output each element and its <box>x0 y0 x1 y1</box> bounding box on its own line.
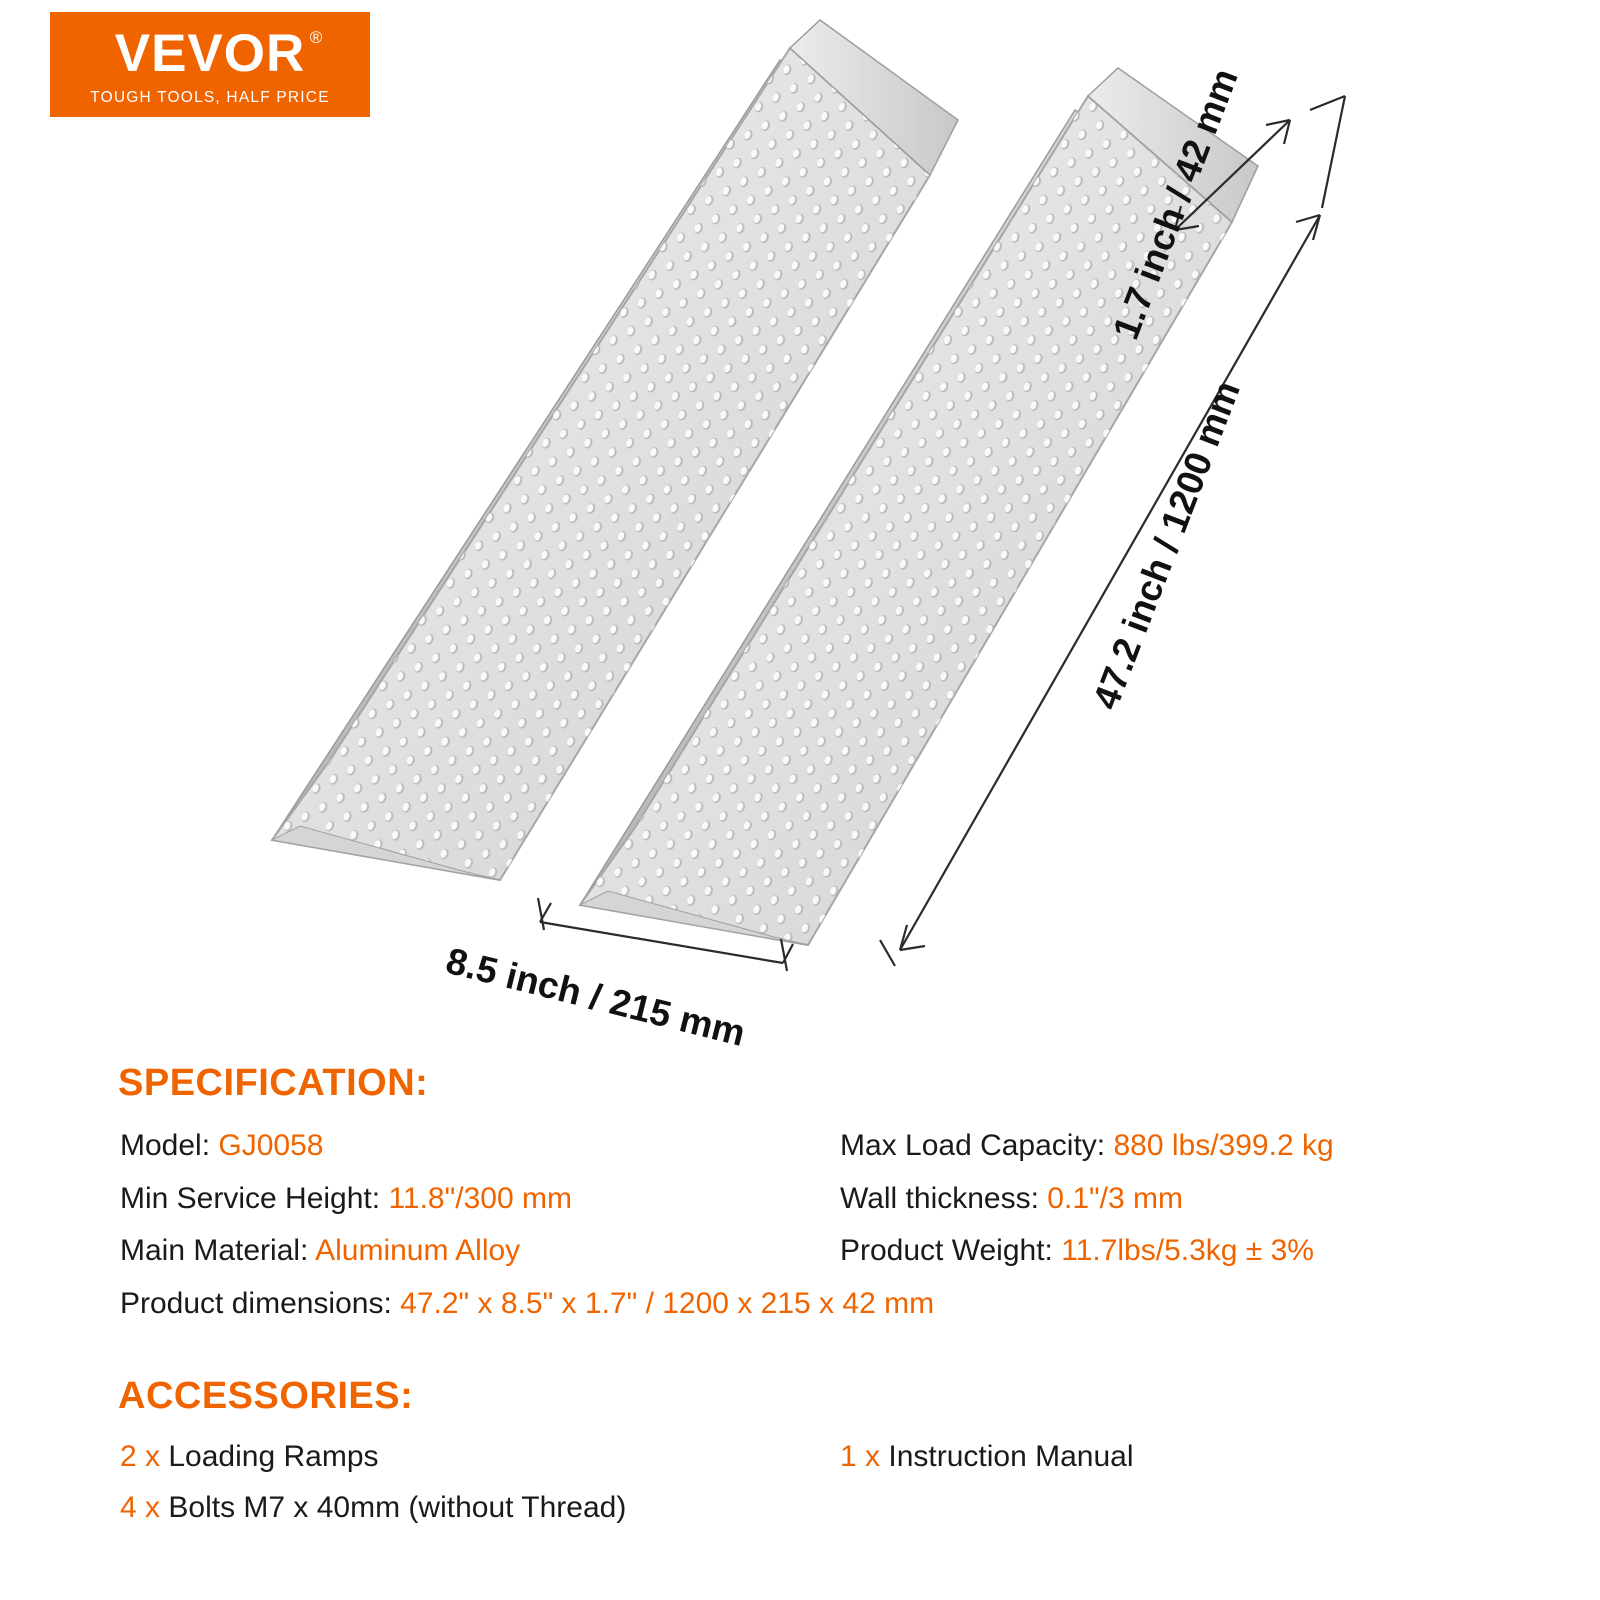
accessory-instruction-manual-label: Instruction Manual <box>888 1440 1134 1473</box>
accessory-bolts <box>120 1484 1480 1533</box>
accessories-list <box>120 1432 1480 1533</box>
accessories-heading: ACCESSORIES: <box>118 1375 414 1417</box>
spec-model-value: GJ0058 <box>218 1129 324 1162</box>
spec-product-dimensions <box>120 1280 1480 1329</box>
spec-main-material-value: Aluminum Alloy <box>315 1234 521 1268</box>
spec-max-load-value: 880 lbs/399.2 kg <box>1113 1129 1334 1162</box>
accessory-instruction-manual-qty: 1 x <box>840 1440 881 1473</box>
spec-product-dimensions-value: 47.2" x 8.5" x 1.7" / 1200 x 215 x 42 mm <box>400 1286 935 1320</box>
dimension-label-height: 1.7 inch / 42 mm <box>1105 63 1246 345</box>
spec-model <box>120 1122 840 1171</box>
brand-tagline: TOUGH TOOLS, HALF PRICE <box>90 88 330 106</box>
accessory-bolts-label: Bolts M7 x 40mm (without Thread) <box>168 1490 627 1524</box>
spec-wall-thickness-label: Wall thickness: <box>840 1181 1039 1215</box>
spec-max-load <box>840 1122 1480 1171</box>
spec-product-weight-value: 11.7lbs/5.3kg ± 3% <box>1061 1234 1314 1268</box>
accessory-row <box>120 1432 1480 1483</box>
spec-wall-thickness <box>840 1175 1480 1224</box>
spec-main-material <box>120 1227 840 1276</box>
dimension-label-width: 8.5 inch / 215 mm <box>442 940 750 1054</box>
spec-row <box>120 1120 1480 1173</box>
spec-row <box>120 1173 1480 1226</box>
spec-max-load-label: Max Load Capacity: <box>840 1129 1106 1162</box>
spec-min-service-height-label: Min Service Height: <box>120 1181 381 1215</box>
spec-main-material-label: Main Material: <box>120 1234 309 1268</box>
accessory-loading-ramps-qty: 2 x <box>120 1440 161 1473</box>
spec-min-service-height <box>120 1175 840 1224</box>
spec-product-dimensions-label: Product dimensions: <box>120 1286 392 1320</box>
dimension-label-length: 47.2 inch / 1200 mm <box>1085 375 1248 715</box>
accessory-instruction-manual <box>840 1433 1480 1482</box>
brand-name-text: VEVOR <box>114 23 306 83</box>
spec-model-label: Model: <box>120 1129 211 1162</box>
spec-product-weight-label: Product Weight: <box>840 1234 1053 1268</box>
spec-product-weight <box>840 1227 1480 1276</box>
registered-mark-icon: ® <box>309 27 324 47</box>
spec-wall-thickness-value: 0.1"/3 mm <box>1047 1181 1183 1215</box>
accessory-bolts-qty: 4 x <box>120 1490 161 1524</box>
specification-table <box>120 1120 1480 1330</box>
specification-heading: SPECIFICATION: <box>118 1062 429 1104</box>
accessory-loading-ramps <box>120 1433 840 1482</box>
spec-min-service-height-value: 11.8"/300 mm <box>388 1181 572 1215</box>
spec-row <box>120 1225 1480 1278</box>
accessory-row <box>120 1483 1480 1534</box>
accessory-loading-ramps-label: Loading Ramps <box>168 1440 379 1473</box>
spec-row <box>120 1278 1480 1331</box>
